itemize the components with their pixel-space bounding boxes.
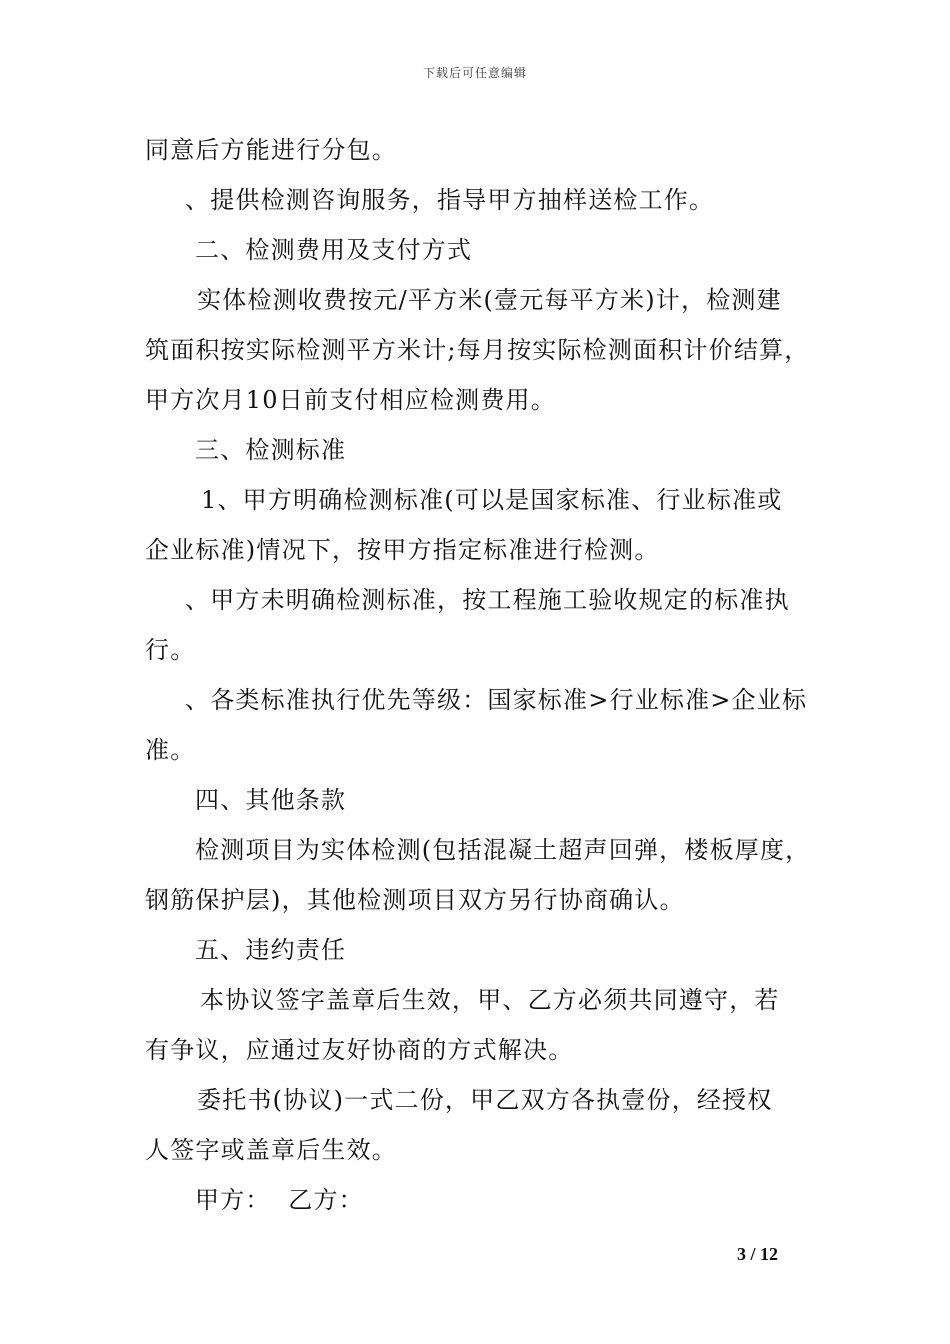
body-line: 、甲方未明确检测标准，按工程施工验收规定的标准执: [185, 586, 790, 614]
body-line: 、提供检测咨询服务，指导甲方抽样送检工作。: [185, 186, 715, 214]
body-line: 、各类标准执行优先等级：国家标准>行业标准>企业标: [185, 686, 808, 714]
body-line: 同意后方能进行分包。: [145, 136, 397, 164]
section-heading: 三、检测标准: [195, 436, 347, 464]
page-number: 3 / 12: [737, 1244, 779, 1264]
signature-line: 甲方： 乙方：: [195, 1186, 364, 1214]
body-line: 筑面积按实际检测平方米计;每月按实际检测面积计价结算，: [145, 336, 810, 364]
body-line: 人签字或盖章后生效。: [145, 1136, 397, 1164]
body-line: 1、甲方明确检测标准(可以是国家标准、行业标准或: [201, 486, 783, 514]
page-header: 下载后可任意编辑: [422, 66, 527, 80]
section-heading: 五、违约责任: [195, 936, 347, 964]
body-line: 本协议签字盖章后生效，甲、乙方必须共同遵守，若: [200, 986, 780, 1014]
body-line: 行。: [145, 636, 196, 664]
body-line: 甲方次月10日前支付相应检测费用。: [145, 386, 556, 414]
body-line: 有争议，应通过友好协商的方式解决。: [145, 1036, 574, 1064]
body-line: 钢筋保护层)，其他检测项目双方另行协商确认。: [145, 886, 685, 914]
body-line: 实体检测收费按元/平方米(壹元每平方米)计，检测建: [197, 286, 782, 314]
section-heading: 四、其他条款: [195, 786, 347, 814]
section-heading: 二、检测费用及支付方式: [195, 236, 473, 264]
body-line: 委托书(协议)一式二份，甲乙双方各执壹份，经授权: [197, 1086, 773, 1114]
body-line: 准。: [145, 736, 196, 764]
body-line: 企业标准)情况下，按甲方指定标准进行检测。: [145, 536, 660, 564]
body-line: 检测项目为实体检测(包括混凝土超声回弹，楼板厚度，: [195, 836, 811, 864]
